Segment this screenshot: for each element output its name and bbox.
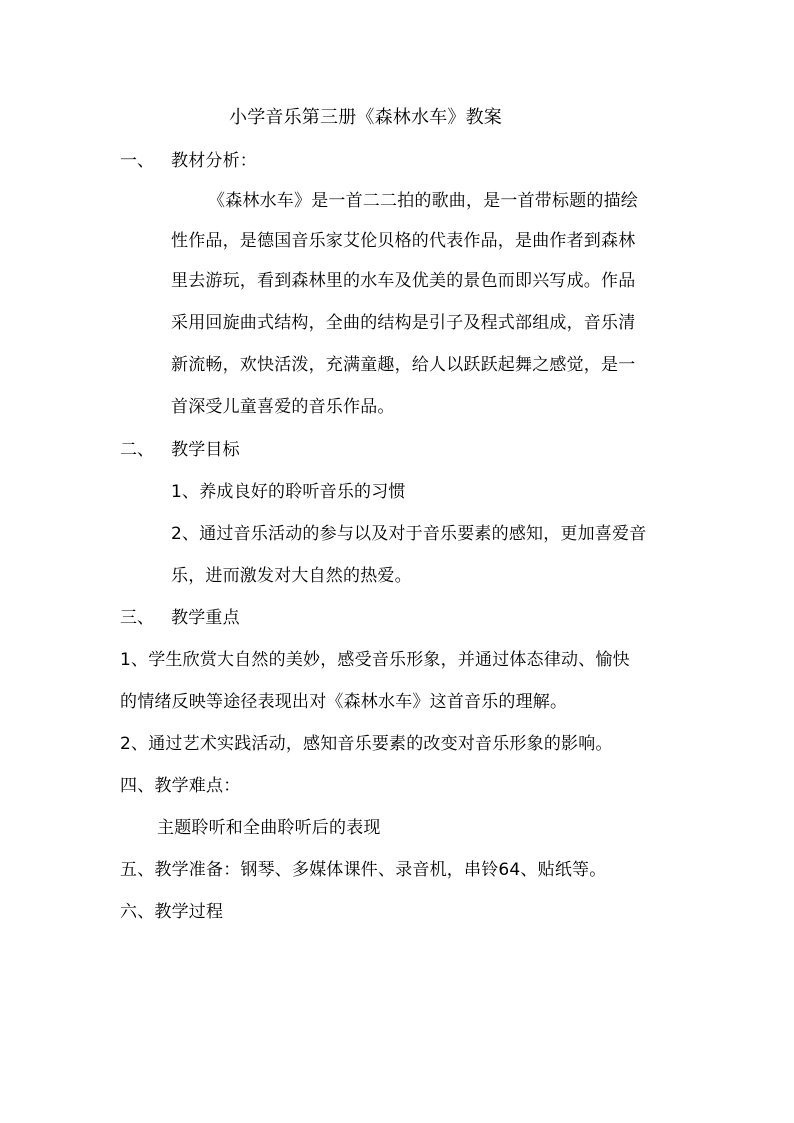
section3-number: 三、: [120, 608, 154, 628]
section4-heading: 四、教学难点：: [120, 776, 241, 796]
section2-item-2: 2、通过音乐活动的参与以及对于音乐要素的感知，更加喜爱音: [171, 524, 647, 544]
section1-paragraph-line-1: 《森林水车》是一首二二拍的歌曲，是一首带标题的描绘: [208, 191, 638, 211]
section1-paragraph-line-2: 性作品，是德国音乐家艾伦贝格的代表作品，是曲作者到森林: [171, 231, 636, 251]
section1-paragraph-line-4: 采用回旋曲式结构，全曲的结构是引子及程式部组成，音乐清: [171, 313, 636, 333]
section2-item-2-cont: 乐，进而激发对大自然的热爱。: [171, 566, 412, 586]
section3-item-1: 1、学生欣赏大自然的美妙，感受音乐形象，并通过体态律动、愉快: [120, 650, 630, 670]
section1-paragraph-line-6: 首深受儿童喜爱的音乐作品。: [171, 397, 395, 417]
section2-heading: 教学目标: [171, 440, 240, 460]
section3-heading: 教学重点: [171, 608, 240, 628]
section1-heading: 教材分析：: [171, 151, 257, 171]
section2-number: 二、: [120, 440, 154, 460]
section1-number: 一、: [120, 151, 154, 171]
section1-paragraph-line-3: 里去游玩，看到森林里的水车及优美的景色而即兴写成。作品: [171, 271, 636, 291]
section1-paragraph-line-5: 新流畅，欢快活泼，充满童趣，给人以跃跃起舞之感觉，是一: [171, 355, 636, 375]
section3-item-2: 2、通过艺术实践活动，感知音乐要素的改变对音乐形象的影响。: [120, 734, 613, 754]
section3-item-1-cont: 的情绪反映等途径表现出对《森林水车》这首音乐的理解。: [120, 692, 568, 712]
section2-item-1: 1、养成良好的聆听音乐的习惯: [171, 482, 406, 502]
section6-heading: 六、教学过程: [120, 902, 224, 922]
section4-content: 主题聆听和全曲聆听后的表现: [157, 818, 381, 838]
section5-heading: 五、教学准备：钢琴、多媒体课件、录音机，串铃64、贴纸等。: [120, 860, 607, 880]
document-title: 小学音乐第三册《森林水车》教案: [229, 107, 502, 128]
